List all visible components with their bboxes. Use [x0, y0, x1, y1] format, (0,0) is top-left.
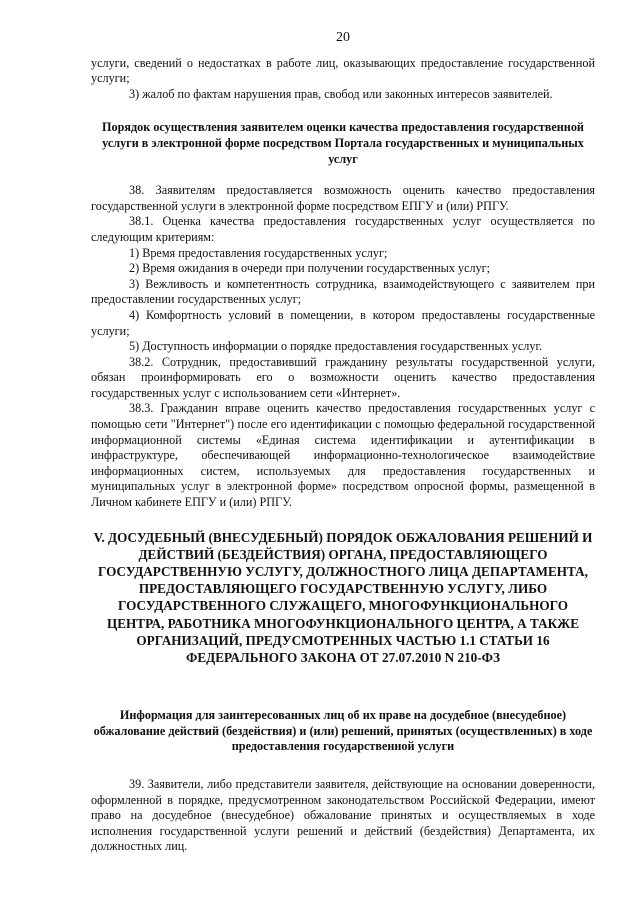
paragraph-38: 38. Заявителям предоставляется возможность оценить качество предоставления государственной услуги в электронной форме посредством ЕПГУ и (или) РПГУ.	[91, 183, 595, 213]
paragraph-complaints-item: 3) жалоб по фактам нарушения прав, свобод или законных интересов заявителей.	[129, 86, 553, 101]
criterion-1: 1) Время предоставления государственных услуг;	[129, 245, 388, 260]
paragraph-continuation: услуги, сведений о недостатках в работе лиц, оказывающих предоставление государственной услуги;	[91, 55, 595, 86]
subheading-appeal-info: Информация для заинтересованных лиц об их праве на досудебное (внесудебное) обжалование действий (бездействия) и (или) решений, принятых (осуществленных) в ходе предоставления государственной услуги	[93, 708, 593, 754]
document-page	[91, 30, 595, 855]
page-number: 20	[336, 30, 350, 45]
paragraph-38-3: 38.3. Гражданин вправе оценить качество предоставления государственных услуг с помощью сети "Интернет") после его идентификации с помощью федеральной государственной информационной системы «Единая система идентификации и аутентификации в инфраструктуре, обеспечивающей информационно-технологическое взаимодействие информационных систем, используемых для предоставления государственных и муниципальных услуг в электронной форме» посредством опросной формы, размещенной в Личном кабинете ЕПГУ и (или) РПГУ.	[91, 401, 595, 510]
paragraph-39: 39. Заявители, либо представители заявителя, действующие на основании доверенности, оформленной в порядке, предусмотренном законодательством Российской Федерации, имеют право на досудебное (внесудебное) обжалование принятых и осуществляемых в ходе исполнения государственной услуги решений и действий (бездействия) Департамента, их должностных лиц.	[91, 777, 595, 854]
criterion-5: 5) Доступность информации о порядке предоставления государственных услуг.	[129, 339, 543, 354]
paragraph-38-1: 38.1. Оценка качества предоставления государственных услуг осуществляется по следующим критериям:	[91, 214, 595, 244]
criterion-3: 3) Вежливость и компетентность сотрудника, взаимодействующего с заявителем при предоставлении государственных услуг;	[91, 276, 595, 307]
criterion-4: 4) Комфортность условий в помещении, в котором предоставлены государственные услуги;	[91, 307, 595, 338]
section-title-v: V. ДОСУДЕБНЫЙ (ВНЕСУДЕБНЫЙ) ПОРЯДОК ОБЖАЛОВАНИЯ РЕШЕНИЙ И ДЕЙСТВИЙ (БЕЗДЕЙСТВИЯ) ОРГАНА, ПРЕДОСТАВЛЯЮЩЕГО ГОСУДАРСТВЕННУЮ УСЛУГУ, ДОЛЖНОСТНОГО ЛИЦА ДЕПАРТАМЕНТА, ПРЕДОСТАВЛЯЮЩЕГО ГОСУДАРСТВЕННУЮ УСЛУГУ, ЛИБО ГОСУДАРСТВЕННОГО СЛУЖАЩЕГО, МНОГОФУНКЦИОНАЛЬНОГО ЦЕНТРА, РАБОТНИКА МНОГОФУНКЦИОНАЛЬНОГО ЦЕНТРА, А ТАКЖЕ ОРГАНИЗАЦИЙ, ПРЕДУСМОТРЕННЫХ ЧАСТЬЮ 1.1 СТАТЬИ 16 ФЕДЕРАЛЬНОГО ЗАКОНА ОТ 27.07.2010 N 210-ФЗ	[93, 529, 593, 666]
paragraph-38-2: 38.2. Сотрудник, предоставивший гражданину результаты государственной услуги, обязан проинформировать его о возможности оценить качество предоставления государственных услуг с использованием сети «Интернет».	[91, 354, 595, 400]
heading-quality-assessment: Порядок осуществления заявителем оценки качества предоставления государственной услуги в электронной форме посредством Портала государственных и муниципальных услуг	[102, 120, 584, 166]
criterion-2: 2) Время ожидания в очереди при получении государственных услуг;	[129, 261, 491, 276]
